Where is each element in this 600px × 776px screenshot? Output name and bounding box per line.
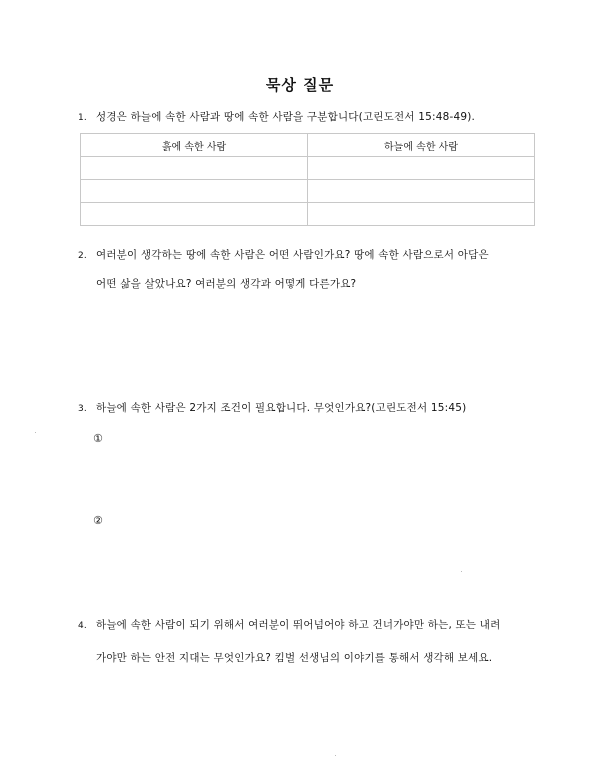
comparison-table [80,133,535,226]
question-4 [78,611,548,672]
question-text-line-2: 어떤 삶을 살았나요? 여러분의 생각과 어떻게 다른가요? [96,278,357,290]
question-number: 1. [78,113,87,123]
question-text: 하늘에 속한 사람은 2가지 조건이 필요합니다. 무엇인가요?(고린도전서 15:45) [96,402,467,414]
question-number: 4. [78,621,87,631]
page-title: 묵상 질문 [265,76,335,94]
table-cell[interactable] [81,180,308,203]
table-cell[interactable] [308,157,535,180]
table-row [81,157,535,180]
question-text: 성경은 하늘에 속한 사람과 땅에 속한 사람을 구분합니다(고린도전서 15:48-49). [96,111,476,123]
table-cell[interactable] [81,157,308,180]
question-number: 2. [78,251,87,261]
table-cell[interactable] [81,203,308,226]
answer-marker-2: ② [93,514,103,527]
scan-speck [461,571,462,572]
question-2 [78,241,548,298]
table-row [81,180,535,203]
question-text-line-1: 하늘에 속한 사람이 되기 위해서 여러분이 뛰어넘어야 하고 건너가야만 하는, 또는 내려 [96,619,501,631]
scan-speck [335,755,336,756]
question-text-line-2: 가야만 하는 안전 지대는 무엇인가요? 킴벌 선생님의 이야기를 통해서 생각해 보세요. [96,652,493,664]
question-1 [78,103,548,132]
table-header-row [81,134,535,157]
table-header-earthly: 흙에 속한 사람 [81,134,308,157]
question-3 [78,394,548,423]
answer-marker-1: ① [93,432,103,445]
question-text-line-1: 여러분이 생각하는 땅에 속한 사람은 어떤 사람인가요? 땅에 속한 사람으로서 아담은 [96,249,489,261]
table-cell[interactable] [308,203,535,226]
table-cell[interactable] [308,180,535,203]
question-number: 3. [78,404,87,414]
scan-speck [35,432,36,433]
table-header-heavenly: 하늘에 속한 사람 [308,134,535,157]
table-row [81,203,535,226]
